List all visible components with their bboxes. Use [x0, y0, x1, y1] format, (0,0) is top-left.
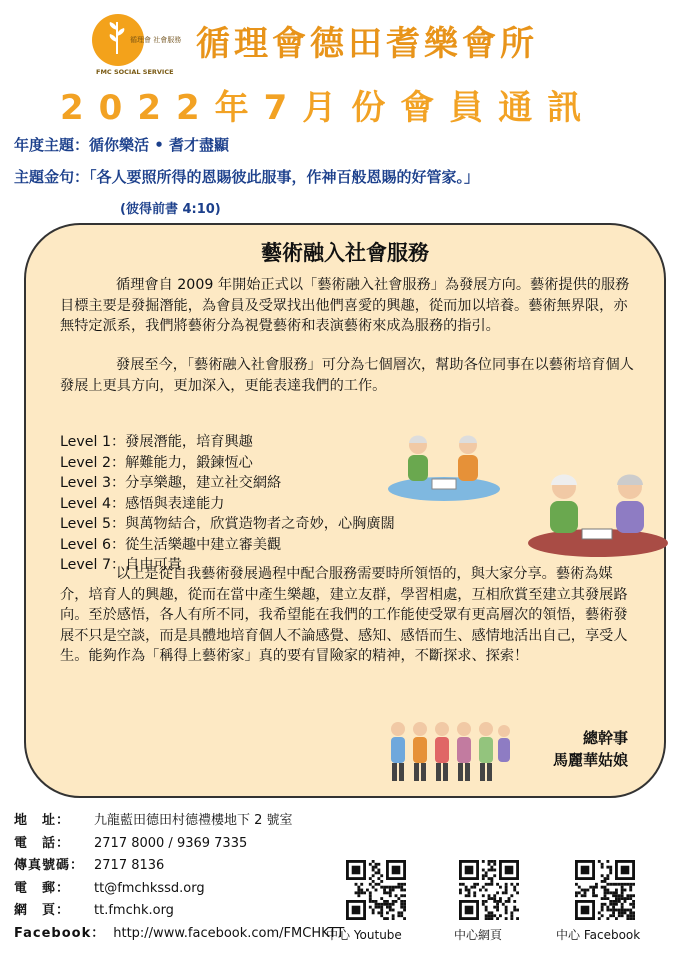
address-label: 地 址：	[14, 813, 71, 828]
fmc-logo	[92, 14, 184, 76]
facebook-row	[14, 923, 344, 946]
phone-row	[14, 833, 344, 856]
website-qr-caption: 中心網頁	[454, 928, 503, 942]
youtube-qr-code[interactable]	[346, 860, 406, 920]
org-title: 循理會德田耆樂會所	[196, 24, 538, 64]
logo-chinese-text: 循理會 社會服務	[130, 36, 182, 44]
verse-reference: (彼得前書 4:10)	[120, 202, 221, 217]
website-qr-code[interactable]	[459, 860, 519, 920]
phone-value: 2717 8000 / 9369 7335	[94, 835, 248, 851]
wheat-leaf-icon	[106, 20, 128, 56]
list-item: Level 5：與萬物結合，欣賞造物者之奇妙，心胸廣闊	[60, 516, 395, 532]
article-panel	[24, 223, 666, 798]
address-value: 九龍藍田德田村德禮樓地下 2 號室	[94, 813, 293, 828]
address-row	[14, 810, 344, 833]
fax-label: 傳真號碼：	[14, 858, 85, 873]
website-link[interactable]: tt.fmchk.org	[94, 903, 174, 918]
list-item: Level 2：解難能力，鍛鍊恆心	[60, 454, 253, 471]
website-row	[14, 900, 344, 923]
list-item: Level 4：感悟與表達能力	[60, 495, 225, 512]
level-list	[60, 432, 395, 576]
facebook-qr-code[interactable]	[575, 860, 635, 920]
email-row	[14, 878, 344, 901]
annual-theme	[14, 134, 229, 155]
article-paragraph-3: 以上是從自我藝術發展過程中配合服務需要時所領悟的，與大家分享。藝術為媒介，培育人的興趣，從而在當中產生樂趣，建立友群，學習相處，互相欣賞至建立其發展路向。至於感悟，各人有所不同，我希望能在我們的工作能使受眾有更高層次的領悟，藝術發展不只是空談，而是具體地培育個人不論感覺、感知、感悟而生、感情地活出自己，享受人生。能夠作為「稱得上藝術家」真的要有冒險家的精神，不斷探求、探索！	[60, 566, 628, 664]
article-paragraph-2: 發展至今，「藝術融入社會服務」可分為七個層次，幫助各位同事在以藝術培育個人發展上更具方向，更加深入，更能表達我們的工作。	[60, 357, 634, 394]
facebook-link[interactable]: http://www.facebook.com/FMCHKTT	[113, 925, 345, 941]
annual-theme-value: 循你樂活 • 耆才盡顯	[89, 136, 230, 154]
website-label: 網 頁：	[14, 903, 71, 918]
article-paragraph-1: 循理會自 2009 年開始正式以「藝術融入社會服務」為發展方向。藝術提供的服務目標主要是發掘潛能，為會員及受眾找出他們喜愛的興趣，從而加以培養。藝術無界限，亦無特定派系，我們將藝術分為視覺藝術和表演藝術來成為服務的指引。	[60, 277, 630, 334]
list-item: Level 1：發展潛能，培育興趣	[60, 434, 253, 450]
signature-name: 馬麗華姑娘	[552, 751, 628, 769]
seniors-group-illustration	[386, 719, 512, 783]
fax-value: 2717 8136	[94, 858, 165, 873]
phone-label: 電 話：	[14, 835, 71, 851]
fax-row	[14, 855, 344, 878]
list-item: Level 6：從生活樂趣中建立審美觀	[60, 536, 282, 553]
article-title: 藝術融入社會服務	[261, 240, 429, 265]
list-item: Level 3：分享樂趣，建立社交網絡	[60, 475, 282, 491]
list-item: Level 7：自由可貴	[60, 557, 182, 573]
annual-theme-label: 年度主題：	[14, 136, 90, 154]
contact-info	[14, 810, 344, 945]
facebook-qr-caption: 中心 Facebook	[556, 928, 641, 942]
theme-verse-value: 「各人要照所得的恩賜彼此服事，作神百般恩賜的好管家。」	[89, 168, 480, 186]
seniors-painting-illustration	[382, 431, 502, 503]
theme-verse	[14, 166, 479, 187]
seniors-art-illustration	[522, 461, 672, 561]
header	[0, 0, 689, 135]
facebook-label: Facebook：	[14, 925, 106, 941]
signature-title: 總幹事	[582, 729, 628, 747]
email-label: 電 郵：	[14, 880, 71, 896]
youtube-qr-caption: 中心 Youtube	[326, 928, 402, 942]
logo-english-text: FMC SOCIAL SERVICE	[96, 68, 174, 76]
issue-title: 2022年7月份會員通訊	[60, 88, 597, 128]
theme-verse-label: 主題金句：	[14, 168, 90, 186]
email-value[interactable]: tt@fmchkssd.org	[94, 880, 205, 896]
